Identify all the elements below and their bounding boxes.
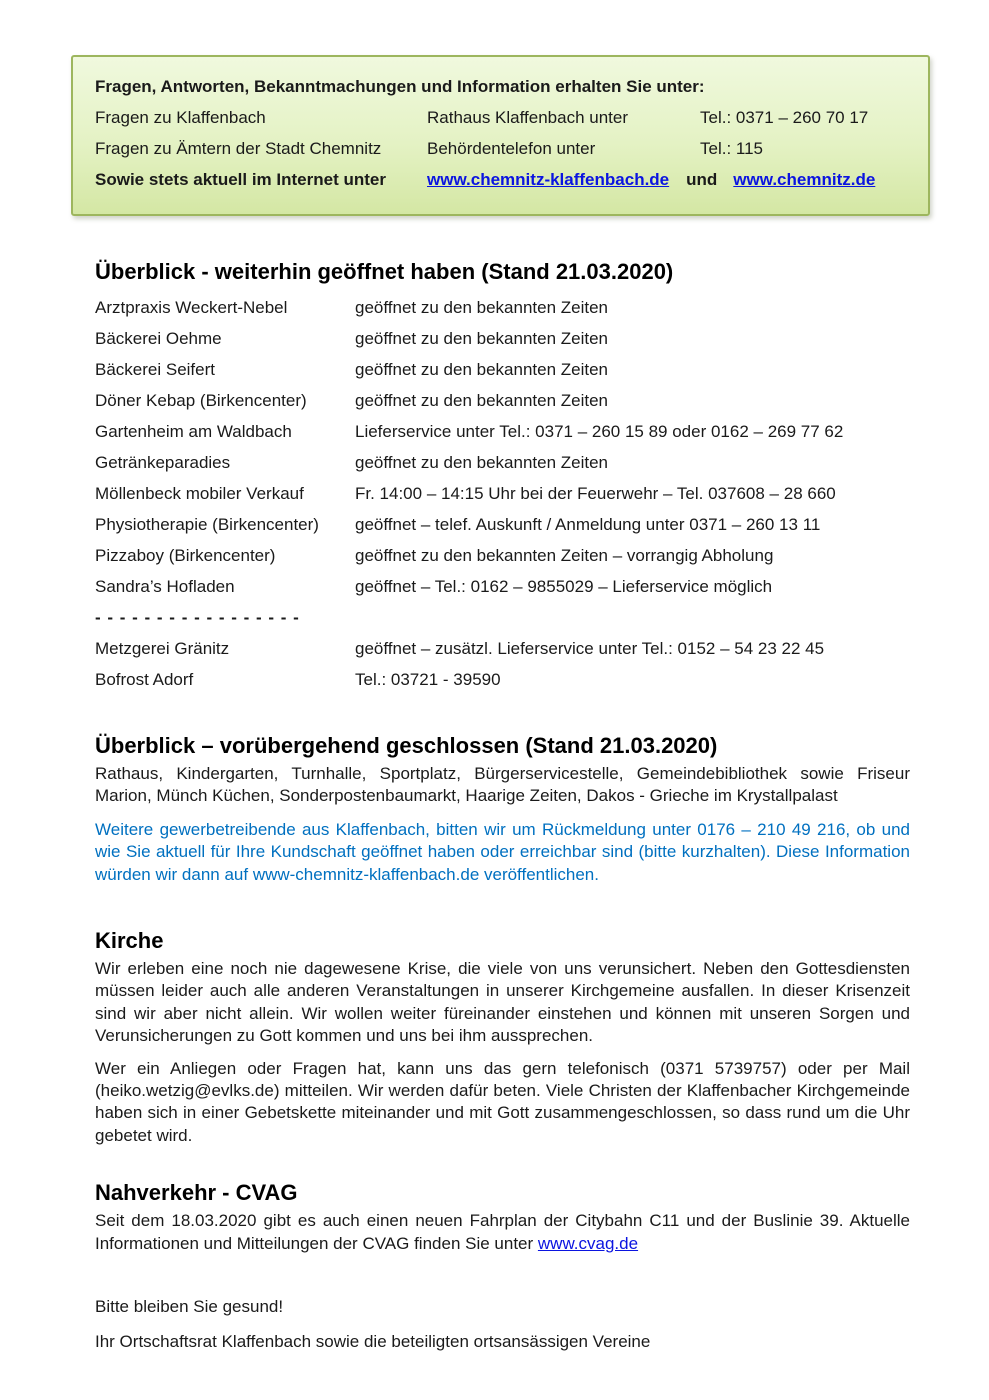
- business-info: geöffnet zu den bekannten Zeiten: [355, 298, 608, 317]
- list-item: [95, 323, 989, 354]
- business-name: Bofrost Adorf: [95, 670, 194, 689]
- business-info: geöffnet zu den bekannten Zeiten: [355, 453, 608, 472]
- business-name: Sandra’s Hofladen: [95, 577, 235, 596]
- list-item: [95, 633, 989, 664]
- business-info: Fr. 14:00 – 14:15 Uhr bei der Feuerwehr – Tel. 037608 – 28 660: [355, 484, 836, 503]
- internet-row-conjunction: und: [686, 170, 718, 189]
- business-name: Arztpraxis Weckert-Nebel: [95, 298, 288, 317]
- list-item: [95, 478, 989, 509]
- info-box-title: Fragen, Antworten, Bekanntmachungen und Information erhalten Sie unter:: [95, 77, 705, 96]
- kirche-paragraph-2: Wer ein Anliegen oder Fragen hat, kann uns das gern telefonisch (0371 5739757) oder per Mail (heiko.wetzig@evlks.de) mitteilen. Wir werden dafür beten. Viele Christen der Klaffenbacher Kirchgemeinde haben sich in einer Gebetskette miteinander und mit Gott zusammengeschlossen, so dass rund um die Uhr gebetet wird.: [95, 1058, 910, 1145]
- list-item: [95, 292, 989, 323]
- list-item: [95, 354, 989, 385]
- business-name: Metzgerei Gränitz: [95, 639, 230, 658]
- kirche-heading: Kirche: [95, 928, 164, 954]
- business-name: Gartenheim am Waldbach: [95, 422, 292, 441]
- closing-wish: Bitte bleiben Sie gesund!: [95, 1297, 284, 1317]
- list-item: [95, 509, 989, 540]
- info-row-label: Fragen zu Ämtern der Stadt Chemnitz: [95, 139, 382, 158]
- link-chemnitz-klaffenbach[interactable]: www.chemnitz-klaffenbach.de: [427, 170, 670, 189]
- list-item: [95, 664, 989, 695]
- nahverkehr-heading: Nahverkehr - CVAG: [95, 1180, 298, 1206]
- business-name: Physiotherapie (Birkencenter): [95, 515, 319, 534]
- business-info: geöffnet – telef. Auskunft / Anmeldung unter 0371 – 260 13 11: [355, 515, 821, 534]
- open-entries-list: [95, 292, 989, 695]
- business-name: Möllenbeck mobiler Verkauf: [95, 484, 304, 503]
- nahverkehr-text: Seit dem 18.03.2020 gibt es auch einen neuen Fahrplan der Citybahn C11 und der Buslinie 39. Aktuelle Informationen und Mitteilungen der CVAG finden Sie unter: [95, 1211, 910, 1253]
- info-row-middle: Rathaus Klaffenbach unter: [427, 108, 628, 127]
- info-row-tel: Tel.: 0371 – 260 70 17: [700, 108, 869, 127]
- business-name: Döner Kebap (Birkencenter): [95, 391, 307, 410]
- closed-businesses-text: Rathaus, Kindergarten, Turnhalle, Sportplatz, Bürgerservicestelle, Gemeindebibliothek sowie Friseur Marion, Münch Küchen, Sonderpostenbaumarkt, Haarige Zeiten, Dakos - Grieche im Krystallpalast: [95, 764, 910, 806]
- info-row-middle: Behördentelefon unter: [427, 139, 596, 158]
- business-info: geöffnet – zusätzl. Lieferservice unter Tel.: 0152 – 54 23 22 45: [355, 639, 825, 658]
- business-info: geöffnet zu den bekannten Zeiten: [355, 391, 608, 410]
- nahverkehr-paragraph: [95, 1210, 910, 1255]
- business-info: geöffnet zu den bekannten Zeiten – vorrangig Abholung: [355, 546, 774, 565]
- kirche-paragraph-1: Wir erleben eine noch nie dagewesene Krise, die viele von uns verunsichert. Neben den Gottesdiensten müssen leider auch alle anderen Veranstaltungen in unserer Kirchgemeine ausfallen. In dieser Krisenzeit sind wir aber nicht allein. Wir wollen weiter füreinander einstehen und können mit unseren Sorgen und Verunsicherungen zu Gott kommen und uns bei ihm aussprechen.: [95, 959, 910, 1046]
- list-item: [95, 447, 989, 478]
- business-name: Pizzaboy (Birkencenter): [95, 546, 276, 565]
- link-chemnitz[interactable]: www.chemnitz.de: [733, 170, 876, 189]
- dashed-separator: - - - - - - - - - - - - - - - - -: [95, 608, 300, 627]
- info-row-tel: Tel.: 115: [700, 139, 764, 158]
- business-info: Tel.: 03721 - 39590: [355, 670, 501, 689]
- internet-row-label: Sowie stets aktuell im Internet unter: [95, 170, 386, 189]
- info-box-row-chemnitz: [95, 133, 910, 164]
- business-info: geöffnet – Tel.: 0162 – 9855029 – Lieferservice möglich: [355, 577, 773, 596]
- info-box: [71, 55, 930, 216]
- closing-signature: Ihr Ortschaftsrat Klaffenbach sowie die beteiligten ortsansässigen Vereine: [95, 1332, 651, 1352]
- business-info: geöffnet zu den bekannten Zeiten: [355, 329, 608, 348]
- list-item: [95, 385, 989, 416]
- info-row-label: Fragen zu Klaffenbach: [95, 108, 266, 127]
- closed-section-heading: Überblick – vorübergehend geschlossen (Stand 21.03.2020): [95, 733, 718, 758]
- business-info: geöffnet zu den bekannten Zeiten: [355, 360, 608, 379]
- business-info: Lieferservice unter Tel.: 0371 – 260 15 89 oder 0162 – 269 77 62: [355, 422, 844, 441]
- link-cvag[interactable]: www.cvag.de: [537, 1233, 639, 1253]
- business-name: Getränkeparadies: [95, 453, 231, 472]
- open-section-heading: Überblick - weiterhin geöffnet haben (Stand 21.03.2020): [95, 259, 674, 284]
- business-name: Bäckerei Oehme: [95, 329, 222, 348]
- list-item: [95, 416, 989, 447]
- info-box-row-internet: [95, 164, 910, 195]
- list-item: [95, 571, 989, 602]
- business-name: Bäckerei Seifert: [95, 360, 215, 379]
- list-item: [95, 540, 989, 571]
- feedback-notice-text: Weitere gewerbetreibende aus Klaffenbach, bitten wir um Rückmeldung unter 0176 – 210 49 216, ob und wie Sie aktuell für Ihre Kundschaft geöffnet haben oder erreichbar sind (bitte kurzhalten). Diese Information würden wir dann auf www-chemnitz-klaffenbach.de veröffentlichen.: [95, 819, 910, 884]
- info-box-row-klaffenbach: [95, 102, 910, 133]
